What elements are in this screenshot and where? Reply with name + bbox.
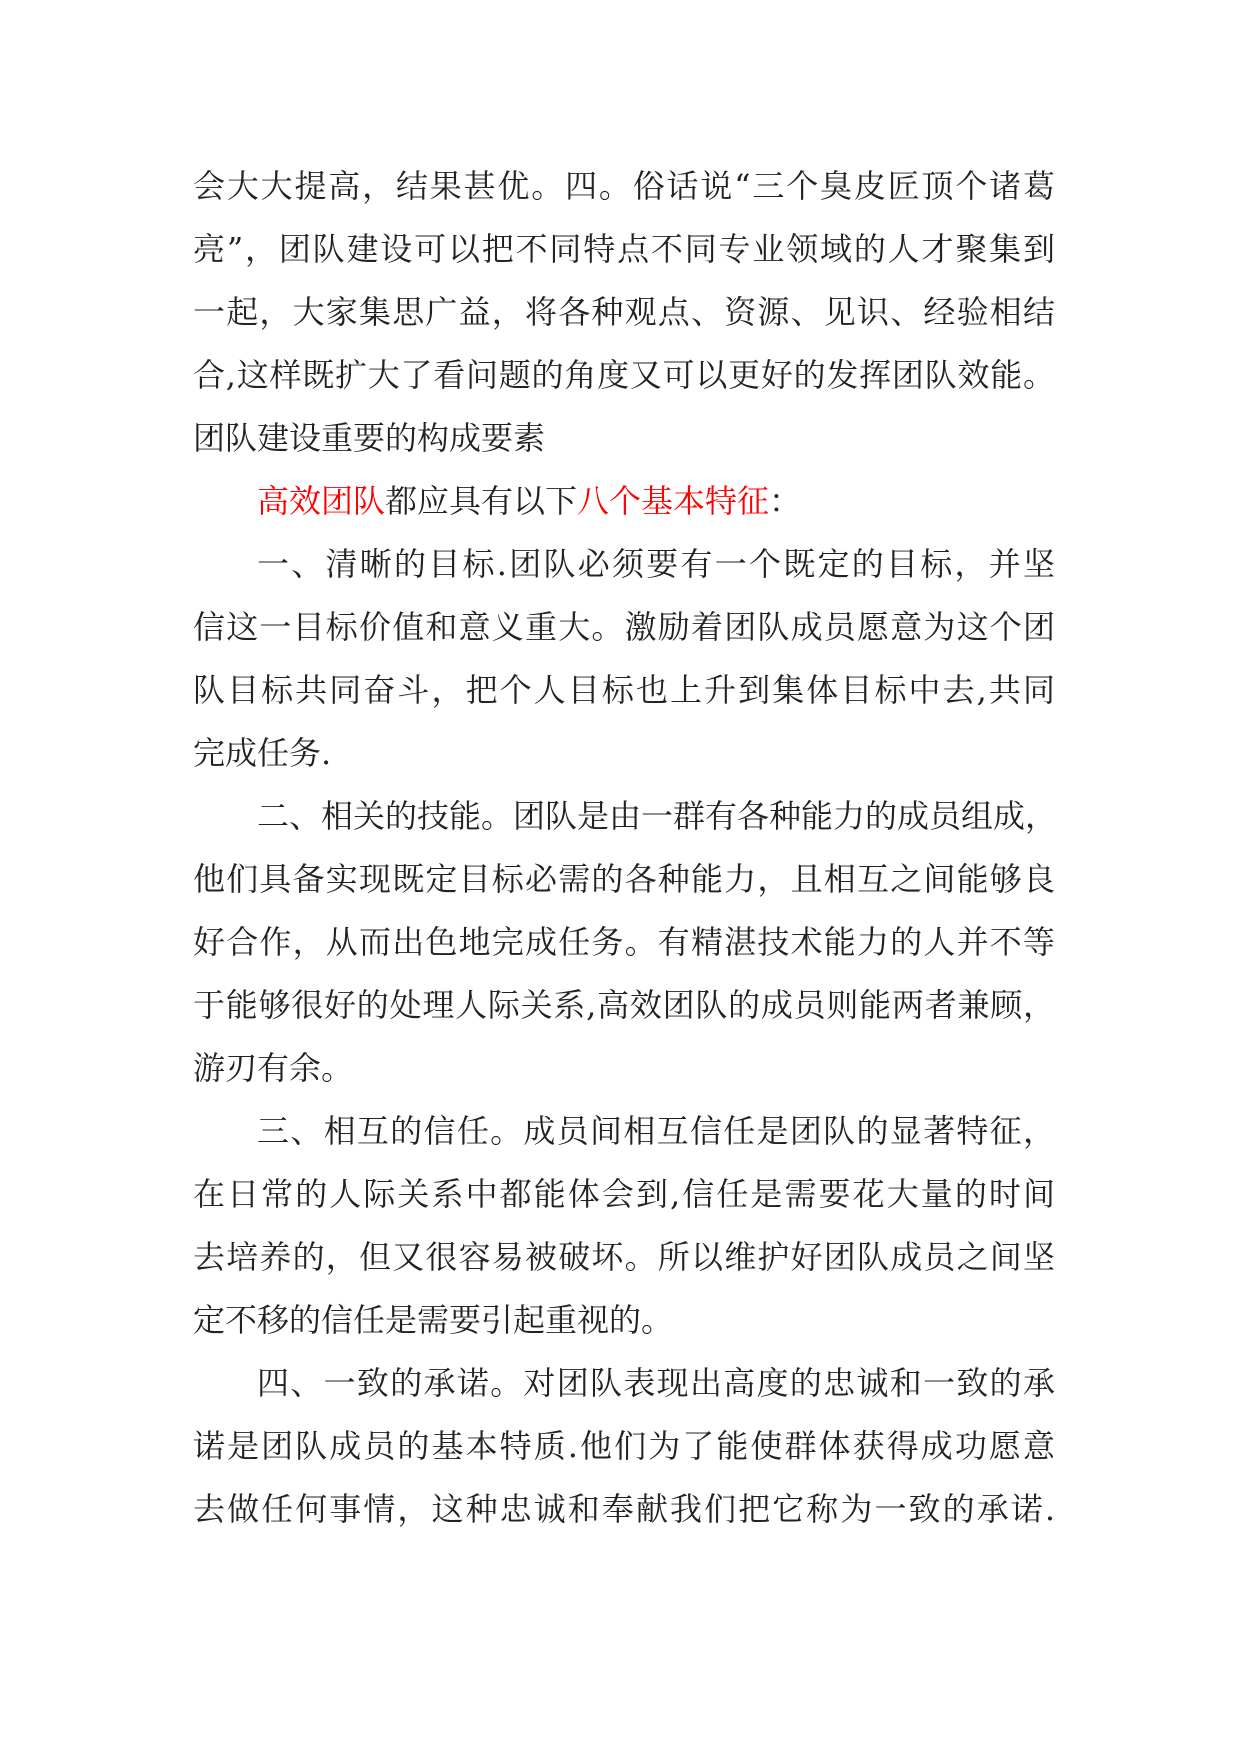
text-line: 亮”，团队建设可以把不同特点不同专业领域的人才聚集到 xyxy=(193,230,1055,268)
heading-text: 都应具有以下 xyxy=(385,482,578,520)
text-line: 诺是团队成员的基本特质.他们为了能使群体获得成功愿意 xyxy=(193,1427,1055,1465)
text-line: 一、清晰的目标.团队必须要有一个既定的目标，并坚 xyxy=(257,545,1055,583)
text-line: 一起，大家集思广益，将各种观点、资源、见识、经验相结 xyxy=(193,293,1055,331)
text-line: 四、一致的承诺。对团队表现出高度的忠诚和一致的承 xyxy=(257,1364,1055,1402)
text-line: 完成任务. xyxy=(193,734,332,772)
text-line: 去培养的，但又很容易被破坏。所以维护好团队成员之间坚 xyxy=(193,1238,1055,1276)
text-line: 他们具备实现既定目标必需的各种能力，且相互之间能够良 xyxy=(193,860,1055,898)
text-line: 游刃有余。 xyxy=(193,1049,354,1087)
paragraph-clear-goals xyxy=(193,533,1055,785)
paragraph-mutual-trust xyxy=(193,1100,1055,1352)
heading-colon: ： xyxy=(769,482,802,520)
intro-paragraph xyxy=(193,155,1055,470)
paragraph-unified-commitment xyxy=(193,1352,1055,1541)
heading-highlight-team: 高效团队 xyxy=(257,482,386,520)
heading-highlight-features: 八个基本特征 xyxy=(577,482,770,520)
text-line: 三、相互的信任。成员间相互信任是团队的显著特征， xyxy=(257,1112,1055,1150)
document-page xyxy=(193,155,1058,1541)
paragraph-relevant-skills xyxy=(193,785,1058,1100)
text-line: 会大大提高，结果甚优。四。俗话说“三个臭皮匠顶个诸葛 xyxy=(193,167,1055,205)
text-line: 去做任何事情，这种忠诚和奉献我们把它称为一致的承诺. xyxy=(193,1490,1055,1528)
text-line: 定不移的信任是需要引起重视的。 xyxy=(193,1301,674,1339)
text-line: 团队建设重要的构成要素 xyxy=(193,419,546,457)
text-line: 二、相关的技能。团队是由一群有各种能力的成员组成， xyxy=(257,797,1058,835)
section-heading xyxy=(193,470,1055,533)
text-line: 好合作，从而出色地完成任务。有精湛技术能力的人并不等 xyxy=(193,923,1055,961)
text-line: 信这一目标价值和意义重大。激励着团队成员愿意为这个团 xyxy=(193,608,1055,646)
text-line: 在日常的人际关系中都能体会到,信任是需要花大量的时间 xyxy=(193,1175,1055,1213)
text-line: 队目标共同奋斗，把个人目标也上升到集体目标中去,共同 xyxy=(193,671,1055,709)
text-line: 合,这样既扩大了看问题的角度又可以更好的发挥团队效能。 xyxy=(193,356,1055,394)
text-line: 于能够很好的处理人际关系,高效团队的成员则能两者兼顾， xyxy=(193,986,1055,1024)
